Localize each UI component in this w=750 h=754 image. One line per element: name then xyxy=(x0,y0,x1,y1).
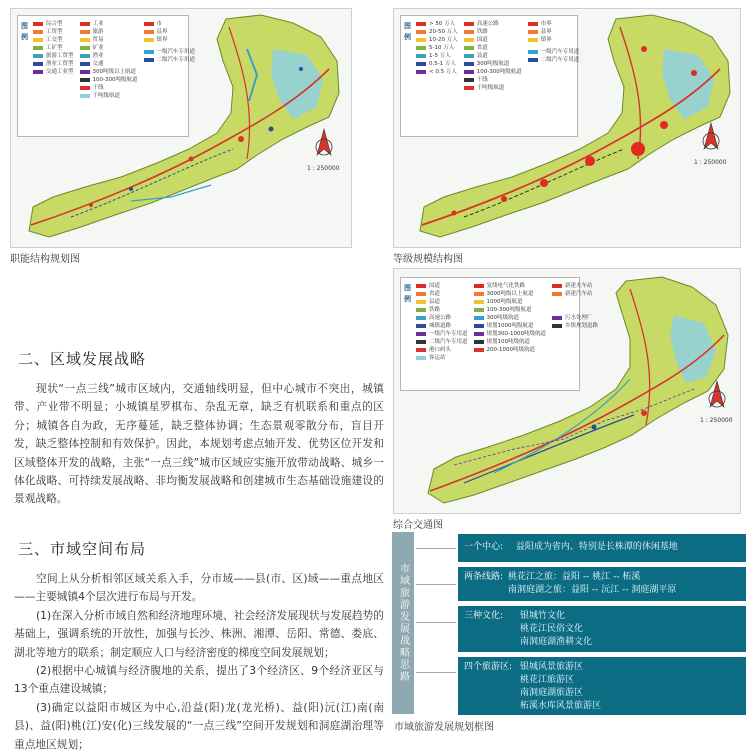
legend-swatch-icon xyxy=(528,44,538,48)
legend-swatch-icon xyxy=(416,38,426,42)
legend-swatch-icon xyxy=(416,300,426,304)
map3-legend-item xyxy=(474,322,546,330)
legend-swatch-icon xyxy=(33,46,43,50)
legend-label: 3000吨级以上航道 xyxy=(486,291,534,297)
box1-label: 一个中心: xyxy=(464,542,504,552)
legend-label: 渔业 xyxy=(92,53,104,59)
legend-label: 千吨级航道 xyxy=(92,93,121,99)
map1-legend-item xyxy=(80,84,138,92)
map3-legend-col2 xyxy=(474,282,546,362)
legend-swatch-icon xyxy=(144,38,154,42)
legend-swatch-icon xyxy=(464,30,474,34)
map1-legend-item xyxy=(33,52,74,60)
map2-legend-item xyxy=(416,20,458,28)
map3-legend-item xyxy=(552,290,598,298)
legend-label: 千吨级航道 xyxy=(476,85,505,91)
legend-swatch-icon xyxy=(552,316,562,320)
map3-legend-item xyxy=(416,314,468,322)
section3-p4: (3)确定以益阳市城区为中心,沿益(阳)龙(龙光桥)、益(阳)沅(江)南(南县)、益(阳)桃(江)安(化)三线发展的“一点三线”空间开发规划和洞庭湖治理等重点地区规划； xyxy=(14,700,384,751)
legend-label: 20-50 万人 xyxy=(429,29,458,35)
legend-swatch-icon xyxy=(474,324,484,328)
legend-swatch-icon xyxy=(416,30,426,34)
framework-banner: 市域旅游发展战略思路 xyxy=(392,532,414,714)
map1-legend-item xyxy=(33,28,74,36)
legend-label: 干线 xyxy=(476,77,488,83)
legend-swatch-icon xyxy=(80,62,90,66)
legend-swatch-icon xyxy=(552,324,562,328)
map3-legend-item xyxy=(416,346,468,354)
map1-legend-item xyxy=(80,28,138,36)
map2-legend-item xyxy=(528,56,580,64)
legend-swatch-icon xyxy=(416,324,426,328)
map2-legend-item xyxy=(464,76,522,84)
legend-swatch-icon xyxy=(416,62,426,66)
legend-swatch-icon xyxy=(80,22,90,26)
legend-label: 工交型 xyxy=(46,37,63,43)
map2-legend xyxy=(400,15,578,137)
map2-legend-col1 xyxy=(416,20,458,92)
section3-p3: (2)根据中心城镇与经济腹地的关系，提出了3个经济区、9个经济亚区与13个重点建设城镇； xyxy=(14,664,384,696)
map3-legend-item xyxy=(474,282,546,290)
map1-legend-item xyxy=(144,56,196,64)
legend-swatch-icon xyxy=(464,22,474,26)
legend-swatch-icon xyxy=(80,78,90,82)
map1-legend-col1 xyxy=(33,20,74,100)
legend-label: 国道 xyxy=(429,283,441,289)
box2-label: 两条线路: xyxy=(464,572,504,582)
map2-caption: 等级规模结构图 xyxy=(393,254,463,265)
legend-label: 镇界 xyxy=(540,37,552,43)
legend-swatch-icon xyxy=(464,70,474,74)
legend-swatch-icon xyxy=(80,70,90,74)
legend-label: 300吨级以上航道 xyxy=(92,69,137,75)
map2-legend-item xyxy=(416,28,458,36)
legend-swatch-icon xyxy=(144,44,154,48)
legend-label: 一级汽车专用道 xyxy=(540,49,580,55)
legend-label: 市 xyxy=(156,21,163,27)
map-transportation xyxy=(393,268,741,514)
map3-legend-item xyxy=(416,330,468,338)
connector-3 xyxy=(416,622,456,623)
map1-legend-col2 xyxy=(80,20,138,100)
box4-line4: 柘溪水库风景旅游区 xyxy=(520,701,602,711)
legend-swatch-icon xyxy=(80,94,90,98)
legend-label: 客运站 xyxy=(429,355,446,361)
legend-swatch-icon xyxy=(552,292,562,296)
legend-label: 新建汽车站 xyxy=(565,291,593,297)
map1-scale: 1 : 250000 xyxy=(307,165,340,172)
map2-legend-item xyxy=(416,36,458,44)
legend-label: < 0.5 万人 xyxy=(429,69,457,75)
legend-label: 一级汽车专用道 xyxy=(156,49,196,55)
map3-caption: 综合交通图 xyxy=(393,520,443,531)
legend-label: > 50 万人 xyxy=(429,21,456,27)
map3-legend-item xyxy=(552,314,598,322)
box-three-cultures xyxy=(458,606,746,652)
map1-legend-title: 图例 xyxy=(21,22,28,41)
legend-swatch-icon xyxy=(144,50,154,54)
legend-swatch-icon xyxy=(474,308,484,312)
legend-swatch-icon xyxy=(33,38,43,42)
map1-legend-item xyxy=(80,44,138,52)
legend-swatch-icon xyxy=(80,38,90,42)
box4-line2: 桃花江旅游区 xyxy=(520,675,575,685)
legend-swatch-icon xyxy=(80,46,90,50)
map1-legend-item xyxy=(80,92,138,100)
legend-label: 城镇道路 xyxy=(429,323,452,329)
section2-paragraph xyxy=(14,380,384,509)
map3-legend-item xyxy=(416,306,468,314)
legend-label: 省道 xyxy=(476,45,488,51)
map2-legend-item xyxy=(528,36,580,44)
map2-legend-item xyxy=(528,20,580,28)
legend-swatch-icon xyxy=(416,292,426,296)
legend-swatch-icon xyxy=(464,62,474,66)
map3-legend-item xyxy=(474,314,546,322)
map3-legend-col3 xyxy=(552,282,598,362)
legend-swatch-icon xyxy=(416,54,426,58)
north-arrow-icon xyxy=(706,379,728,413)
connector-2 xyxy=(416,584,456,585)
legend-swatch-icon xyxy=(464,78,474,82)
box3-line1: 银城竹文化 xyxy=(520,611,566,621)
map1-caption: 职能结构规划图 xyxy=(10,254,80,265)
map1-legend-item xyxy=(33,44,74,52)
legend-label: 县道 xyxy=(476,53,488,59)
map2-legend-col2 xyxy=(464,20,522,92)
map1-legend-item xyxy=(80,68,138,76)
legend-swatch-icon xyxy=(80,86,90,90)
box4-line1: 银城风景旅游区 xyxy=(520,662,584,672)
legend-swatch-icon xyxy=(416,340,426,344)
legend-swatch-icon xyxy=(416,70,426,74)
legend-label: 1-5 万人 xyxy=(429,53,451,59)
legend-swatch-icon xyxy=(144,22,154,26)
map3-legend-item xyxy=(474,346,546,354)
legend-label: 高速公路 xyxy=(429,315,452,321)
map3-legend-item xyxy=(416,282,468,290)
legend-label: 矿业 xyxy=(92,45,104,51)
legend-label: 高速公路 xyxy=(476,21,499,27)
framework-caption: 市域旅游发展规划框图 xyxy=(394,722,494,733)
section3-p1: 空间上从分析相邻区域关系入手，分市域——县(市、区)域——重点地区——主要城镇4个层次进行布局与开发。 xyxy=(14,572,384,604)
legend-label: 污水处理厂 xyxy=(565,315,593,321)
legend-swatch-icon xyxy=(80,30,90,34)
legend-label: 省道 xyxy=(429,291,441,297)
box3-label: 三种文化: xyxy=(464,611,504,621)
legend-swatch-icon xyxy=(474,348,484,352)
legend-swatch-icon xyxy=(474,292,484,296)
legend-label: 100-300吨级航道 xyxy=(486,307,532,313)
section3-title: 三、市域空间布局 xyxy=(18,540,147,558)
legend-label: 二级汽车专用道 xyxy=(429,339,468,345)
map2-legend-item xyxy=(528,28,580,36)
map3-legend-item xyxy=(416,354,468,362)
legend-label: 规划300-1000吨级航道 xyxy=(486,331,546,337)
legend-label: 乡镇规划道路 xyxy=(565,323,599,329)
section3-paragraphs xyxy=(14,570,384,754)
map3-legend-title: 图例 xyxy=(404,284,411,303)
legend-label: 10-20 万人 xyxy=(429,37,458,43)
map3-legend-item xyxy=(474,330,546,338)
box1-text: 益阳成为省内、特别是长株潭的休闲基地 xyxy=(515,542,678,552)
map3-legend-item xyxy=(474,306,546,314)
legend-swatch-icon xyxy=(33,54,43,58)
legend-label: 工业 xyxy=(92,21,104,27)
legend-label: 二级汽车专用道 xyxy=(540,57,580,63)
legend-label: 干线 xyxy=(92,85,104,91)
map3-legend-item xyxy=(474,298,546,306)
legend-label: 旅游 xyxy=(92,29,104,35)
legend-swatch-icon xyxy=(464,54,474,58)
legend-swatch-icon xyxy=(464,46,474,50)
map1-legend-item xyxy=(144,36,196,44)
legend-swatch-icon xyxy=(416,308,426,312)
legend-label: 县界 xyxy=(156,29,168,35)
legend-swatch-icon xyxy=(464,86,474,90)
legend-label: 旅游工贸型 xyxy=(46,53,74,59)
legend-swatch-icon xyxy=(528,58,538,62)
map2-legend-item xyxy=(416,60,458,68)
map2-legend-title: 图例 xyxy=(404,22,411,41)
map2-legend-item xyxy=(464,44,522,52)
legend-swatch-icon xyxy=(474,316,484,320)
box4-line3: 南洞庭湖旅游区 xyxy=(520,688,584,698)
legend-label: 规划100吨级航道 xyxy=(486,339,531,345)
box3-line3: 南洞庭湖渔耕文化 xyxy=(520,637,593,647)
legend-label: 5-10 万人 xyxy=(429,45,455,51)
legend-swatch-icon xyxy=(474,300,484,304)
map1-legend-item xyxy=(80,60,138,68)
legend-label: 100-300吨级航道 xyxy=(476,69,522,75)
map1-legend-item xyxy=(33,68,74,76)
legend-label: 县界 xyxy=(540,29,552,35)
box2-line1: 桃花江之旅：益阳 -- 桃江 -- 柘溪 xyxy=(508,572,641,582)
map2-legend-item xyxy=(464,68,522,76)
legend-swatch-icon xyxy=(474,284,484,288)
legend-label: 铁路 xyxy=(429,307,441,313)
map3-legend-item xyxy=(416,322,468,330)
legend-swatch-icon xyxy=(552,310,562,314)
north-arrow-icon xyxy=(700,121,722,155)
legend-label: 一级汽车专用道 xyxy=(429,331,468,337)
legend-label: 1000吨级航道 xyxy=(486,299,523,305)
legend-label: 港口码头 xyxy=(429,347,452,353)
legend-label: 0.5-1 万人 xyxy=(429,61,456,67)
legend-swatch-icon xyxy=(144,58,154,62)
map2-legend-item xyxy=(464,60,522,68)
tourism-framework xyxy=(392,522,750,737)
legend-swatch-icon xyxy=(528,30,538,34)
section2-text: 现状“一点三线”城市区域内，交通轴线明显，但中心城市不突出，城镇带、产业带不明显；小城镇星罗棋布、杂乱无章，缺乏有机联系和重点的区分；城镇各自为政，无序蔓延，缺乏整体协调；生态景观零散分布，盲目开发，缺乏整体控制和有效保护。因此，本规划考虑点轴开发、优势区位开发和区域整体开发的战略，主张“一点三线”城市区域应实施开放带动战略、城乡一体化战略、可持续发展战略、非均衡发展战略和创建城市生态基础设施建设的景观战略。 xyxy=(14,382,384,506)
legend-swatch-icon xyxy=(80,54,90,58)
legend-swatch-icon xyxy=(416,316,426,320)
legend-label: 交通 xyxy=(92,61,104,67)
map1-legend-col3 xyxy=(144,20,196,100)
legend-swatch-icon xyxy=(474,332,484,336)
legend-label: 复线电气化铁路 xyxy=(486,283,526,289)
legend-label: 综合型 xyxy=(46,21,63,27)
map-functional-structure xyxy=(10,8,352,248)
map3-legend-item xyxy=(552,282,598,290)
legend-label: 渔业工贸型 xyxy=(46,61,74,67)
section3-p2: (1)在深入分析市域自然和经济地理环境、社会经济发展现状与发展趋势的基础上，强调系统的开放性，加强与长沙、株洲、湘潭、岳阳、常德、娄底、湖北等地方的联系；制定顺应人口与经济密度的梯度空间发展规划； xyxy=(14,608,384,659)
legend-label: 100-300吨级航道 xyxy=(92,77,138,83)
legend-swatch-icon xyxy=(474,340,484,344)
legend-swatch-icon xyxy=(528,22,538,26)
legend-label: 县道 xyxy=(429,299,441,305)
map1-legend-item xyxy=(80,20,138,28)
connector-1 xyxy=(416,548,456,549)
section2-title: 二、区域发展战略 xyxy=(18,350,147,368)
legend-label: 200-1000吨级航道 xyxy=(486,347,535,353)
map1-legend-item xyxy=(144,48,196,56)
map3-legend-item xyxy=(416,338,468,346)
legend-label: 交通工业型 xyxy=(46,69,74,75)
north-arrow-icon xyxy=(313,127,335,161)
legend-label: 300吨级航道 xyxy=(486,315,520,321)
map2-legend-item xyxy=(416,52,458,60)
box-one-center xyxy=(458,534,746,562)
legend-swatch-icon xyxy=(33,22,43,26)
map3-legend xyxy=(400,277,599,391)
legend-label: 工矿型 xyxy=(46,45,63,51)
map1-legend-item xyxy=(33,20,74,28)
legend-label: 国道 xyxy=(476,37,488,43)
map2-legend-item xyxy=(464,28,522,36)
map1-legend-item xyxy=(33,36,74,44)
map2-legend-item xyxy=(528,48,580,56)
legend-label: 市界 xyxy=(540,21,552,27)
map3-legend-item xyxy=(416,290,468,298)
legend-swatch-icon xyxy=(416,284,426,288)
box-two-routes xyxy=(458,567,746,601)
legend-swatch-icon xyxy=(528,50,538,54)
legend-swatch-icon xyxy=(552,284,562,288)
legend-swatch-icon xyxy=(33,70,43,74)
map2-legend-item xyxy=(464,84,522,92)
map3-legend-item xyxy=(474,290,546,298)
box-four-zones xyxy=(458,657,746,715)
legend-swatch-icon xyxy=(464,38,474,42)
legend-swatch-icon xyxy=(33,62,43,66)
legend-swatch-icon xyxy=(33,30,43,34)
legend-swatch-icon xyxy=(416,356,426,360)
map2-scale: 1 : 250000 xyxy=(694,159,727,166)
map2-legend-item xyxy=(464,52,522,60)
box2-line2: 南洞庭湖之旅：益阳 -- 沅江 -- 洞庭湖平原 xyxy=(508,585,677,595)
legend-label: 规划1000吨级航道 xyxy=(486,323,534,329)
map3-legend-item xyxy=(416,298,468,306)
map3-legend-item xyxy=(474,338,546,346)
box4-label: 四个旅游区: xyxy=(464,662,513,672)
legend-label: 铁路 xyxy=(476,29,488,35)
map3-scale: 1 : 250000 xyxy=(700,417,733,424)
map2-legend-item xyxy=(464,20,522,28)
map1-legend-item xyxy=(144,20,196,28)
connector-4 xyxy=(416,672,456,673)
map1-legend-item xyxy=(80,76,138,84)
legend-label: 300吨级航道 xyxy=(476,61,510,67)
map1-legend-item xyxy=(80,52,138,60)
box3-line2: 桃花江民俗文化 xyxy=(520,624,584,634)
legend-swatch-icon xyxy=(144,30,154,34)
map2-legend-item xyxy=(416,68,458,76)
legend-swatch-icon xyxy=(528,38,538,42)
legend-label: 贸易 xyxy=(92,37,104,43)
legend-swatch-icon xyxy=(416,348,426,352)
legend-swatch-icon xyxy=(416,22,426,26)
map3-legend-col1 xyxy=(416,282,468,362)
legend-label: 工贸型 xyxy=(46,29,63,35)
map2-legend-item xyxy=(416,44,458,52)
legend-label: 镇界 xyxy=(156,37,168,43)
map1-legend-item xyxy=(144,28,196,36)
map2-legend-col3 xyxy=(528,20,580,92)
legend-label: 二级汽车专用道 xyxy=(156,57,196,63)
map1-legend-item xyxy=(80,36,138,44)
map1-legend xyxy=(17,15,196,137)
map-size-hierarchy xyxy=(393,8,741,248)
map3-legend-item xyxy=(552,322,598,330)
legend-label: 新建火车站 xyxy=(565,283,593,289)
legend-swatch-icon xyxy=(416,46,426,50)
legend-swatch-icon xyxy=(416,332,426,336)
map1-legend-item xyxy=(33,60,74,68)
map2-legend-item xyxy=(464,36,522,44)
